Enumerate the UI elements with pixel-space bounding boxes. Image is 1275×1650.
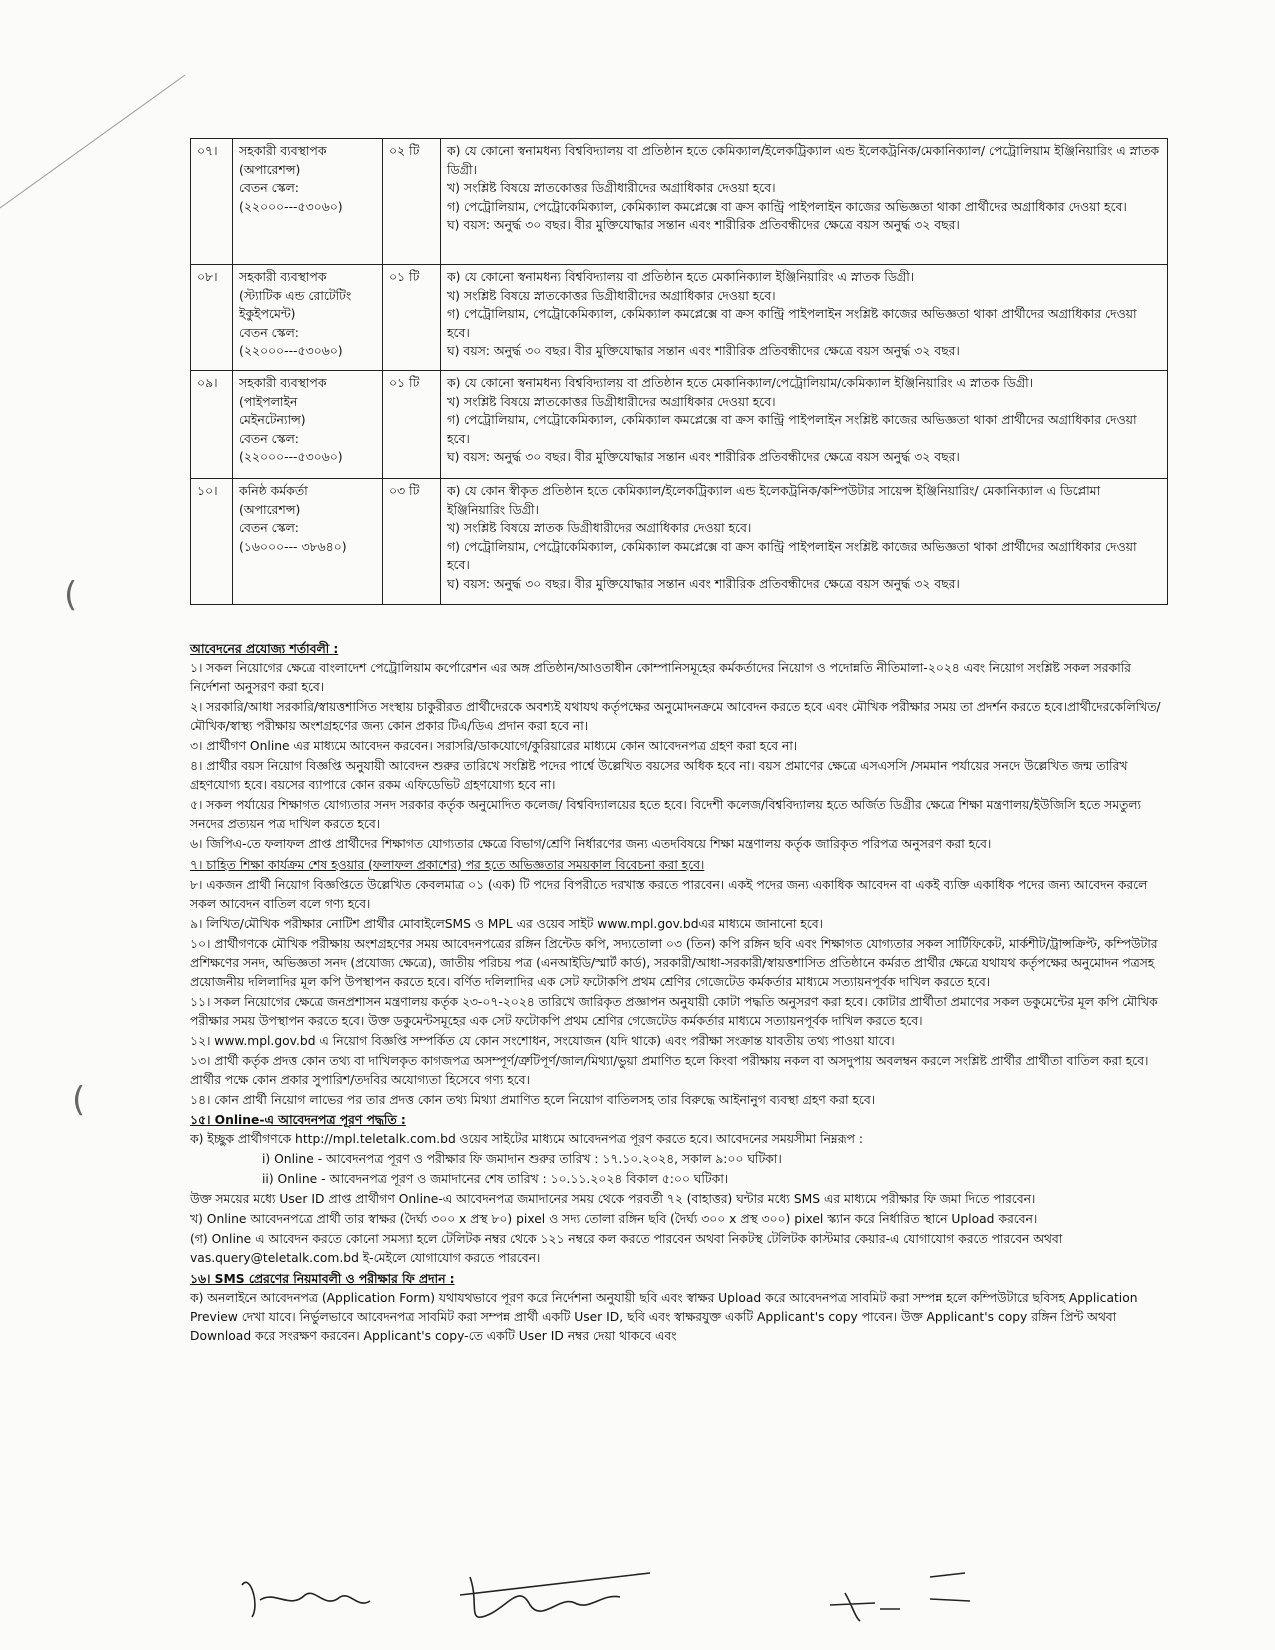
post-title-line: মেইনটেন্যান্স) [239,412,306,428]
conditions-heading: আবেদনের প্রযোজ্য শর্তাবলী : [190,642,339,656]
post-title-line: (২২০০০---৫৩০৬০) [239,343,343,359]
qualification-item: ক) যে কোনো স্বনামধন্য বিশ্ববিদ্যালয় বা প্রতিষ্ঠান হতে মেকানিক্যাল ইঞ্জিনিয়ারিং এ স্নাতক ডিগ্রী। [447,269,915,284]
post-title-line: (১৬০০০--- ৩৮৬৪০) [239,538,347,554]
post-count: ০৩ টি [383,479,441,605]
post-title-line: সহকারী ব্যবস্থাপক [239,143,327,158]
online-start-date: i) Online - আবেদনপত্র পূরণ ও পরীক্ষার ফি জমাদান শুরুর তারিখ : ১৭.১০.২০২৪, সকাল ৯:০০ ঘটিকা। [262,1152,782,1167]
condition-item: ১১। সকল নিয়োগের ক্ষেত্রে জনপ্রশাসন মন্ত্রণালয় কর্তৃক ২৩-০৭-২০২৪ তারিখে জারিকৃত প্রজ্ঞাপন অনুযায়ী কোটা পদ্ধতি অনুসরণ করা হবে। কোটার প্রার্থীতা প্রমাণের সকল ডকুমেন্টের মূল কপি মৌখিক পরীক্ষার সময় উপস্থাপন করতে হবে। উক্ত ডকুমেন্টসমূহের এক সেট ফটোকপি প্রথম শ্রেণির গেজেটেড কর্মকর্তার মাধ্যমে সত্যায়নপূর্বক দাখিল করতে হবে। [190,994,1158,1028]
post-title-line: (স্ট্যাটিক এন্ড রোটেটিং [239,287,352,303]
condition-item: ২। সরকারি/আধা সরকারি/স্বায়ত্তশাসিত সংস্থায় চাকুরীরত প্রার্থীদেরকে অবশ্যই যথাযথ কর্তৃপক্ষের অনুমোদনক্রমে আবেদন করতে হবে এবং মৌখিক পরীক্ষার সময় তা প্রদর্শন করতে হবে।প্রার্থীদেরকেলিখিত/মৌখিক/স্বাস্থ্য পরীক্ষায় অংশগ্রহণের জন্য কোন প্রকার টিএ/ডিএ প্রদান করা হবে না। [190,700,1161,734]
condition-item: ১৩। প্রার্থী কর্তৃক প্রদত্ত কোন তথ্য বা দাখিলকৃত কাগজপত্র অসম্পূর্ণ/ত্রুটিপূর্ণ/জাল/মিথ্যা/ভুয়া প্রমাণিত হলে কিংবা পরীক্ষায় নকল বা অসদুপায় অবলম্বন করলে সংশ্লিষ্ট প্রার্থীর প্রার্থীতা বাতিল করা হবে। প্রার্থীর পক্ষে কোন প্রকার সুপারিশ/তদবির অযোগ্যতা হিসেবে গণ্য হবে। [190,1053,1149,1088]
qualification-item: ক) যে কোনো স্বনামধন্য বিশ্ববিদ্যালয় বা প্রতিষ্ঠান হতে কেমিক্যাল/ইলেকট্রিক্যাল এন্ড ইলেকট্রনিক/মেকানিক্যাল/ পেট্রোলিয়াম ইঞ্জিনিয়ারিং এ স্নাতক ডিগ্রী। [447,143,1160,177]
application-conditions [190,640,1170,1347]
post-number: ০৯। [191,371,233,479]
qualification-item: ঘ) বয়স: অনুর্দ্ধ ৩০ বছর। বীর মুক্তিযোদ্ধার সন্তান এবং শারীরিক প্রতিবন্ধীদের ক্ষেত্রে বয়স অনুর্দ্ধ ৩২ বছর। [447,449,960,465]
qualification-item: ঘ) বয়স: অনুর্দ্ধ ৩০ বছর। বীর মুক্তিযোদ্ধার সন্তান এবং শারীরিক প্রতিবন্ধীদের ক্ষেত্রে বয়স অনুর্দ্ধ ৩২ বছর। [447,343,960,359]
condition-item: ৩। প্রার্থীগণ Online এর মাধ্যমে আবেদন করবেন। সরাসরি/ডাকযোগে/কুরিয়ারের মাধ্যমে কোন আবেদনপত্র গ্রহণ করা হবে না। [190,739,798,754]
punch-hole-mark: ( [64,575,78,615]
post-title [233,479,383,605]
post-title-line: ইকুইপমেন্ট) [239,306,296,322]
condition-item: ১। সকল নিয়োগের ক্ষেত্রে বাংলাদেশ পেট্রোলিয়াম কর্পোরেশন এর অঙ্গ প্রতিষ্ঠান/আওতাধীন কোম্পানিসমূহের কর্মকর্তাদের নিয়োগ ও পদোন্নতি নীতিমালা-২০২৪ এবং নিয়োগ সংশ্লিষ্ট সকল সরকারি নির্দেশনা অনুসরণ করা হবে। [190,661,1131,695]
condition-item: ৮। একজন প্রার্থী নিয়োগ বিজ্ঞপ্তিতে উল্লেখিত কেবলমাত্র ০১ (এক) টি পদের বিপরীতে দরখাস্ত করতে পারবেন। একই পদের জন্য একাধিক আবেদন বা একই ব্যক্তি একাধিক পদের জন্য আবেদন করলে সকল আবেদন বাতিল বলে গণ্য হবে। [190,877,1148,911]
condition-item: ৭। চাহিত শিক্ষা কার্যক্রম শেষ হওয়ার (ফলাফল প্রকাশের) পর হতে অভিজ্ঞতার সময়কাল বিবেচনা করা হবে। [190,857,705,872]
qualification-item: গ) পেট্রোলিয়াম, পেট্রোকেমিক্যাল, কেমিক্যাল কমপ্লেক্সে বা ক্রস কান্ট্রি পাইপলাইন সংশ্লিষ্ট কাজের অভিজ্ঞতা থাকা প্রার্থীদের অগ্রাধিকার দেওয়া হবে। [447,412,1137,446]
post-qualifications [441,479,1168,605]
post-title [233,371,383,479]
post-qualifications [441,371,1168,479]
condition-item: ১০। প্রার্থীগণকে মৌখিক পরীক্ষায় অংশগ্রহণের সময় আবেদনপত্রের রঙ্গিন প্রিন্টেড কপি, সদ্যতোলা ০৩ (তিন) কপি রঙ্গিন ছবি এবং শিক্ষাগত যোগ্যতার সকল সার্টিফিকেট, মার্কশীট/ট্রান্সক্রিপ্ট, কম্পিউটার প্রশিক্ষণের সনদ, অভিজ্ঞতা সনদ (প্রযোজ্য ক্ষেত্রে), জাতীয় পরিচয় পত্র (এনআইডি/স্মার্ট কার্ড), সরকারী/আধা-সরকারী/স্বায়ত্তশাসিত প্রতিষ্ঠানে কর্মরত প্রার্থীর ক্ষেত্রে যথাযথ কর্তৃপক্ষের অনুমোদন পত্রসহ প্রয়োজনীয় দলিলাদির মূল কপি উপস্থাপন করতে হবে। বর্ণিত দলিলাদির এক সেট ফটোকপি প্রথম শ্রেণির গেজেটেড কর্মকর্তার মাধ্যমে সত্যায়নপূর্বক দাখিল করতে হবে। [190,936,1158,989]
condition-item: ৫। সকল পর্যায়ের শিক্ষাগত যোগ্যতার সনদ সরকার কর্তৃক অনুমোদিত কলেজ/ বিশ্ববিদ্যালয়ের হতে হবে। বিদেশী কলেজ/বিশ্ববিদ্যালয় হতে অর্জিত ডিগ্রীর ক্ষেত্রে শিক্ষা মন্ত্রণালয়/ইউজিসি হতে সমতুল্য সনদের প্রত্যয়ন পত্র দাখিল করতে হবে। [190,798,1141,832]
qualification-item: ঘ) বয়স: অনুর্দ্ধ ৩০ বছর। বীর মুক্তিযোদ্ধার সন্তান এবং শারীরিক প্রতিবন্ধীদের ক্ষেত্রে বয়স অনুর্দ্ধ ৩২ বছর। [447,217,960,233]
table-row [191,479,1168,605]
online-instruction: (গ) Online এ আবেদন করতে কোনো সমস্যা হলে টেলিটক নম্বর থেকে ১২১ নম্বরে কল করতে পারবেন অথবা নিকটস্থ টেলিটক কাস্টমার কেয়ার-এ যোগাযোগ করতে পারবেন অথবা vas.query@teletalk.com.bd ই-মেইলে যোগাযোগ করতে পারবেন। [190,1232,1063,1266]
post-qualifications [441,265,1168,371]
post-number: ০৭। [191,139,233,265]
condition-item: ১৪। কোন প্রার্থী নিয়োগ লাভের পর তার প্রদত্ত কোন তথ্য মিথ্যা প্রমাণিত হলে নিয়োগ বাতিলসহ তার বিরুদ্ধে আইনানুগ ব্যবস্থা গ্রহণ করা হবে। [190,1093,876,1108]
post-title-line: (২২০০০---৫৩০৬০) [239,449,343,465]
post-title-line: (পাইপলাইন [239,393,298,409]
table-row [191,265,1168,371]
post-title-line: সহকারী ব্যবস্থাপক [239,375,327,390]
qualification-item: গ) পেট্রোলিয়াম, পেট্রোকেমিক্যাল, কেমিক্যাল কমপ্লেক্সে বা ক্রস কান্ট্রি পাইপলাইন কাজের অভিজ্ঞতা থাকা প্রার্থীদের অগ্রাধিকার দেওয়া হবে। [447,198,1127,214]
online-instruction: ক) ইচ্ছুক প্রার্থীগণকে http://mpl.teletalk.com.bd ওয়েব সাইটের মাধ্যমে আবেদনপত্র পূরণ করতে হবে। আবেদনের সময়সীমা নিম্নরূপ : [190,1132,863,1147]
qualification-item: খ) সংশ্লিষ্ট বিষয়ে স্নাতকোত্তর ডিগ্রীধারীদের অগ্রাধিকার দেওয়া হবে। [447,393,776,409]
post-title-line: সহকারী ব্যবস্থাপক [239,269,327,284]
signature-2 [460,1573,650,1617]
sms-heading: ১৬। SMS প্রেরণের নিয়মাবলী ও পরীক্ষার ফি প্রদান : [190,1271,455,1286]
post-count: ০১ টি [383,371,441,479]
condition-item: ৬। জিপিএ-তে ফলাফল প্রাপ্ত প্রার্থীদের শিক্ষাগত যোগ্যতার ক্ষেত্রে বিভাগ/শ্রেণি নির্ধারণের জন্য এতদবিষয়ে শিক্ষা মন্ত্রণালয় কর্তৃক জারিকৃত পরিপত্র অনুসরণ করা হবে। [190,837,992,852]
condition-item: ১২। www.mpl.gov.bd এ নিয়োগ বিজ্ঞপ্তি সম্পর্কিত যে কোন সংশোধন, সংযোজন (যদি থাকে) এবং পরীক্ষা সংক্রান্ত যাবতীয় তথ্য পাওয়া যাবে। [190,1033,895,1048]
qualification-item: খ) সংশ্লিষ্ট বিষয়ে স্নাতকোত্তর ডিগ্রীধারীদের অগ্রাধিকার দেওয়া হবে। [447,287,776,303]
condition-item: ৯। লিখিত/মৌখিক পরীক্ষার নোটিশ প্রার্থীর মোবাইলেSMS ও MPL এর ওয়েব সাইট www.mpl.gov.bdএর মাধ্যমে জানানো হবে। [190,916,823,931]
online-end-date: ii) Online - আবেদনপত্র পূরণ ও জমাদানের শেষ তারিখ : ১০.১১.২০২৪ বিকাল ৫:০০ ঘটিকা। [262,1172,729,1187]
post-title-line: (অপারেশন্স) [239,501,301,517]
online-application-heading: ১৫। Online-এ আবেদনপত্র পূরণ পদ্ধতি : [190,1113,406,1128]
qualification-item: ক) যে কোন স্বীকৃত প্রতিষ্ঠান হতে কেমিক্যাল/ইলেকট্রিক্যাল এন্ড ইলেকট্রনিক/কম্পিউটার সায়েন্স ইঞ্জিনিয়ারিং/ মেকানিক্যাল এ ডিপ্লোমা ইঞ্জিনিয়ারিং ডিগ্রী। [447,483,1101,517]
post-title-line: বেতন স্কেল: [239,430,299,446]
condition-item: ৪। প্রার্থীর বয়স নিয়োগ বিজ্ঞপ্তি অনুযায়ী আবেদন শুরুর তারিখে সংশ্লিষ্ট পদের পার্শ্বে উল্লেখিত বয়সের অধিক হবে না। বয়স প্রমাণের ক্ষেত্রে এসএসসি /সমমান পর্যায়ের সনদে উল্লেখিত জন্ম তারিখ গ্রহণযোগ্য হবে। বয়সের ব্যাপারে কোন রকম এফিডেভিট গ্রহণযোগ্য হবে না। [190,759,1128,793]
post-title [233,139,383,265]
post-title-line: (অপারেশন্স) [239,161,301,177]
signature-3 [830,1573,970,1621]
post-title [233,265,383,371]
qualification-item: খ) সংশ্লিষ্ট বিষয়ে স্নাতক ডিগ্রীধারীদের অগ্রাধিকার দেওয়া হবে। [447,520,752,536]
table-row [191,139,1168,265]
post-number: ১০। [191,479,233,605]
signature-1 [242,1582,370,1617]
signatures [230,1565,1130,1645]
post-number: ০৮। [191,265,233,371]
sms-instruction: ক) অনলাইনে আবেদনপত্র (Application Form) যথাযথভাবে পূরণ করে নির্দেশনা অনুযায়ী ছবি এবং স্বাক্ষর Upload করে আবেদনপত্র সাবমিট করা সম্পন্ন হলে কম্পিউটারে ছবিসহ Application Preview দেখা যাবে। নির্ভুলভাবে আবেদনপত্র সাবমিট করা সম্পন্ন প্রার্থী একটি User ID, ছবি এবং স্বাক্ষরযুক্ত একটি Applicant's copy পাবেন। উক্ত Applicant's copy রঙ্গিন প্রিন্ট অথবা Download করে সংরক্ষণ করবেন। Applicant's copy-তে একটি User ID নম্বর দেয়া থাকবে এবং [190,1290,1138,1343]
qualification-item: গ) পেট্রোলিয়াম, পেট্রোকেমিক্যাল, কেমিক্যাল কমপ্লেক্সে বা ক্রস কান্ট্রি পাইপলাইন সংশ্লিষ্ট কাজের অভিজ্ঞতা থাকা প্রার্থীদের অগ্রাধিকার দেওয়া হবে। [447,306,1137,340]
online-instruction: উক্ত সময়ের মধ্যে User ID প্রাপ্ত প্রার্থীগণ Online-এ আবেদনপত্র জমাদানের সময় থেকে পরবর্তী ৭২ (বাহাত্তর) ঘন্টার মধ্যে SMS এর মাধ্যমে পরীক্ষার ফি জমা দিতে পারবেন। [190,1192,1036,1207]
qualification-item: ঘ) বয়স: অনুর্দ্ধ ৩০ বছর। বীর মুক্তিযোদ্ধার সন্তান এবং শারীরিক প্রতিবন্ধীদের ক্ষেত্রে বয়স অনুর্দ্ধ ৩২ বছর। [447,576,960,592]
post-title-line: (২২০০০---৫৩০৬০) [239,198,343,214]
post-qualifications [441,139,1168,265]
post-title-line: বেতন স্কেল: [239,520,299,536]
post-title-line: বেতন স্কেল: [239,180,299,196]
post-title-line: বেতন স্কেল: [239,324,299,340]
post-count: ০১ টি [383,265,441,371]
posts-table [190,138,1168,605]
post-count: ০২ টি [383,139,441,265]
qualification-item: খ) সংশ্লিষ্ট বিষয়ে স্নাতকোত্তর ডিগ্রীধারীদের অগ্রাধিকার দেওয়া হবে। [447,180,776,196]
post-title-line: কনিষ্ঠ কর্মকর্তা [239,483,308,498]
punch-hole-mark: ( [72,1080,86,1120]
table-row [191,371,1168,479]
online-instruction: খ) Online আবেদনপত্রে প্রার্থী তার স্বাক্ষর (দৈর্ঘ্য ৩০০ x প্রস্থ ৮০) pixel ও সদ্য তোলা রঙ্গিন ছবি (দৈর্ঘ্য ৩০০ x প্রস্থ ৩০০) pixel স্ক্যান করে নির্ধারিত স্থানে Upload করবেন। [190,1212,1038,1227]
qualification-item: ক) যে কোনো স্বনামধন্য বিশ্ববিদ্যালয় বা প্রতিষ্ঠান হতে মেকানিক্যাল/পেট্রোলিয়াম/কেমিক্যাল ইঞ্জিনিয়ারিং এ স্নাতক ডিগ্রী। [447,375,1034,390]
qualification-item: গ) পেট্রোলিয়াম, পেট্রোকেমিক্যাল, কেমিক্যাল কমপ্লেক্সে বা ক্রস কান্ট্রি পাইপলাইন সংশ্লিষ্ট কাজের অভিজ্ঞতা থাকা প্রার্থীদের অগ্রাধিকার দেওয়া হবে। [447,538,1137,573]
